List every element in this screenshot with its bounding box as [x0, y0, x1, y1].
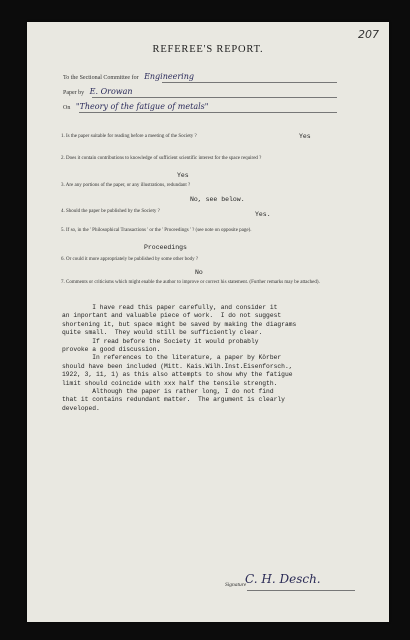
committee-value: Engineering [144, 72, 195, 81]
answer-1: Yes [299, 133, 311, 140]
answer-5: Proceedings [144, 244, 187, 251]
question-6: 6. Or could it more appropriately be published by some other body ? [61, 257, 199, 262]
paper-by-value: E. Orowan [89, 87, 133, 96]
answer-3: No, see below. [190, 196, 245, 203]
comment-line: I have read this paper carefully, and consider it [62, 304, 278, 311]
report-title: REFEREE'S REPORT. [152, 44, 264, 55]
question-3: 3. Are any portions of the paper, or any illustrations, redundant ? [61, 183, 191, 188]
page-number: 207 [358, 28, 379, 41]
comments-text [62, 304, 362, 413]
comment-line: quite small. They would still be sufficiently clear. [62, 329, 263, 337]
comment-line: that it contains redundant matter. The argument is clearly [62, 396, 285, 404]
comment-line: limit should coincide with xxx half the tensile strength. [62, 379, 278, 387]
signature-label: Signature [225, 582, 247, 588]
comment-line: shortening it, but space might be saved by making the diagrams [62, 320, 297, 328]
on-underline [79, 112, 337, 113]
question-5: 5. If so, in the ' Philosophical Transactions ' or the ' Proceedings ' ? (see note on opposite page). [61, 228, 252, 233]
comment-line: should have been included (Mitt. Kais.Wilh.Inst.Eisenforsch., [62, 362, 293, 370]
signature-handwritten: C. H. Desch. [245, 572, 321, 586]
comment-line: If read before the Society it would probably [62, 337, 259, 345]
comment-line: developed. [62, 404, 100, 412]
question-4: 4. Should the paper be published by the Society ? [61, 209, 160, 214]
on-line [63, 102, 208, 111]
committee-underline [162, 82, 337, 83]
comment-line: In references to the literature, a paper by Körber [62, 354, 282, 362]
signature-underline [247, 590, 355, 591]
answer-6: No [195, 269, 203, 276]
question-2: 2. Does it contain contributions to knowledge of sufficient scientific interest for the space required ? [61, 156, 262, 161]
question-1: 1. Is the paper suitable for reading before a meeting of the Society ? [61, 134, 197, 139]
paper-by-underline [92, 97, 337, 98]
on-value: "Theory of the fatigue of metals" [75, 102, 209, 111]
question-7: 7. Comments or criticisms which might enable the author to improve or correct his statement. (Further remarks may be attached). [61, 280, 320, 285]
referee-report-sheet [27, 22, 389, 622]
comment-line: 1922, 3, 11, 1) as this also attempts to show why the fatigue [62, 371, 293, 379]
answer-4: Yes. [255, 211, 271, 218]
committee-label: To the Sectional Committee for [63, 75, 139, 81]
on-label: On [63, 105, 71, 111]
comment-line: an inportant and valuable piece of work. I do not suggest [62, 312, 282, 320]
committee-line [63, 72, 194, 81]
comment-line: Although the paper is rather long, I do not find [62, 388, 274, 396]
comment-line: provoke a good discussion. [62, 346, 161, 354]
paper-by-line [63, 87, 133, 96]
answer-2: Yes [177, 172, 189, 179]
paper-by-label: Paper by [63, 90, 85, 96]
